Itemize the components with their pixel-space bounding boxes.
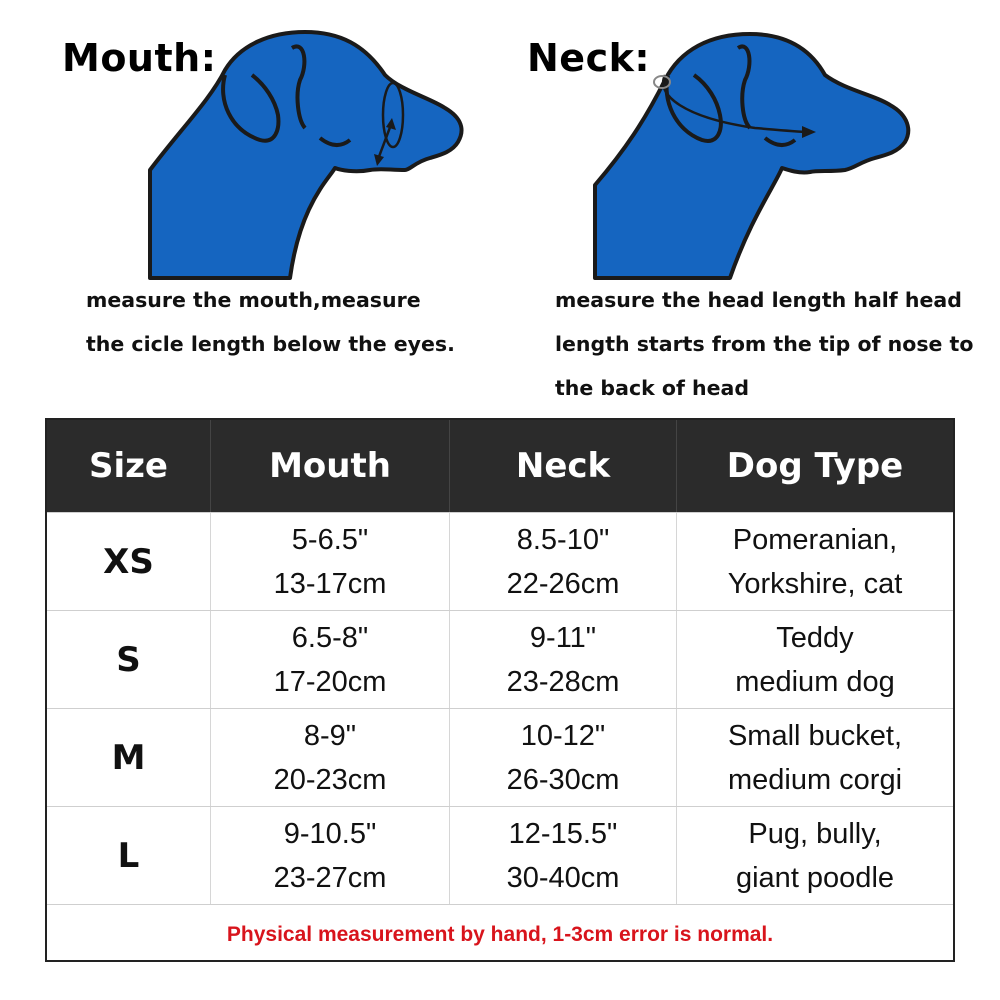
neck-caption-line: the back of head <box>555 376 750 400</box>
neck-inches: 10-12" <box>520 719 606 752</box>
mouth-inches: 9-10.5" <box>283 817 377 850</box>
mouth-inches: 6.5-8" <box>291 621 369 654</box>
mouth-caption-line: measure the mouth,measure <box>86 288 421 312</box>
neck-inches: 9-11" <box>529 621 597 654</box>
neck-cm: 30-40cm <box>506 861 620 894</box>
neck-cm: 23-28cm <box>506 665 620 698</box>
neck-cm: 26-30cm <box>506 763 620 796</box>
dog-type-line: Pomeranian, <box>732 523 898 556</box>
dog-type-line: medium dog <box>735 665 895 698</box>
dog-type-cell <box>677 611 953 708</box>
table-row <box>47 708 953 806</box>
neck-cm: 22-26cm <box>506 567 620 600</box>
size-cell: L <box>47 807 211 904</box>
dog-type-line: medium corgi <box>727 763 903 796</box>
mouth-cm: 23-27cm <box>273 861 387 894</box>
neck-caption-line: measure the head length half head <box>555 288 962 312</box>
dog-type-line: Teddy <box>776 621 854 654</box>
table-row <box>47 512 953 610</box>
mouth-heading: Mouth: <box>62 36 217 80</box>
dog-type-line: Small bucket, <box>727 719 903 752</box>
header-neck: Neck <box>450 420 677 512</box>
mouth-inches: 8-9" <box>303 719 357 752</box>
mouth-caption <box>86 278 486 366</box>
size-cell: M <box>47 709 211 806</box>
size-chart-table <box>45 418 955 962</box>
mouth-cell <box>211 807 450 904</box>
measurement-note: Physical measurement by hand, 1-3cm error is normal. <box>226 923 774 946</box>
neck-cell <box>450 513 677 610</box>
dog-neck-measure-illustration <box>590 20 930 280</box>
dog-mouth-measure-illustration <box>140 20 480 280</box>
neck-cell <box>450 807 677 904</box>
mouth-cm: 13-17cm <box>273 567 387 600</box>
neck-inches: 8.5-10" <box>516 523 610 556</box>
mouth-cell <box>211 709 450 806</box>
neck-heading: Neck: <box>527 36 651 80</box>
table-row <box>47 806 953 904</box>
size-cell: XS <box>47 513 211 610</box>
dog-type-line: Yorkshire, cat <box>727 567 903 600</box>
neck-caption-line: length starts from the tip of nose to <box>555 332 974 356</box>
mouth-cell <box>211 611 450 708</box>
neck-inches: 12-15.5" <box>508 817 618 850</box>
header-mouth: Mouth <box>211 420 450 512</box>
mouth-inches: 5-6.5" <box>291 523 369 556</box>
table-header <box>47 420 953 512</box>
size-cell: S <box>47 611 211 708</box>
neck-cell <box>450 611 677 708</box>
dog-type-cell <box>677 807 953 904</box>
dog-type-cell <box>677 709 953 806</box>
mouth-cm: 20-23cm <box>273 763 387 796</box>
dog-type-line: giant poodle <box>735 861 895 894</box>
dog-type-cell <box>677 513 953 610</box>
mouth-caption-line: the cicle length below the eyes. <box>86 332 455 356</box>
neck-caption <box>555 278 985 410</box>
neck-cell <box>450 709 677 806</box>
mouth-cell <box>211 513 450 610</box>
header-size: Size <box>47 420 211 512</box>
table-row <box>47 610 953 708</box>
dog-type-line: Pug, bully, <box>748 817 882 850</box>
mouth-cm: 17-20cm <box>273 665 387 698</box>
header-dog-type: Dog Type <box>726 446 904 486</box>
table-footer <box>47 904 953 965</box>
